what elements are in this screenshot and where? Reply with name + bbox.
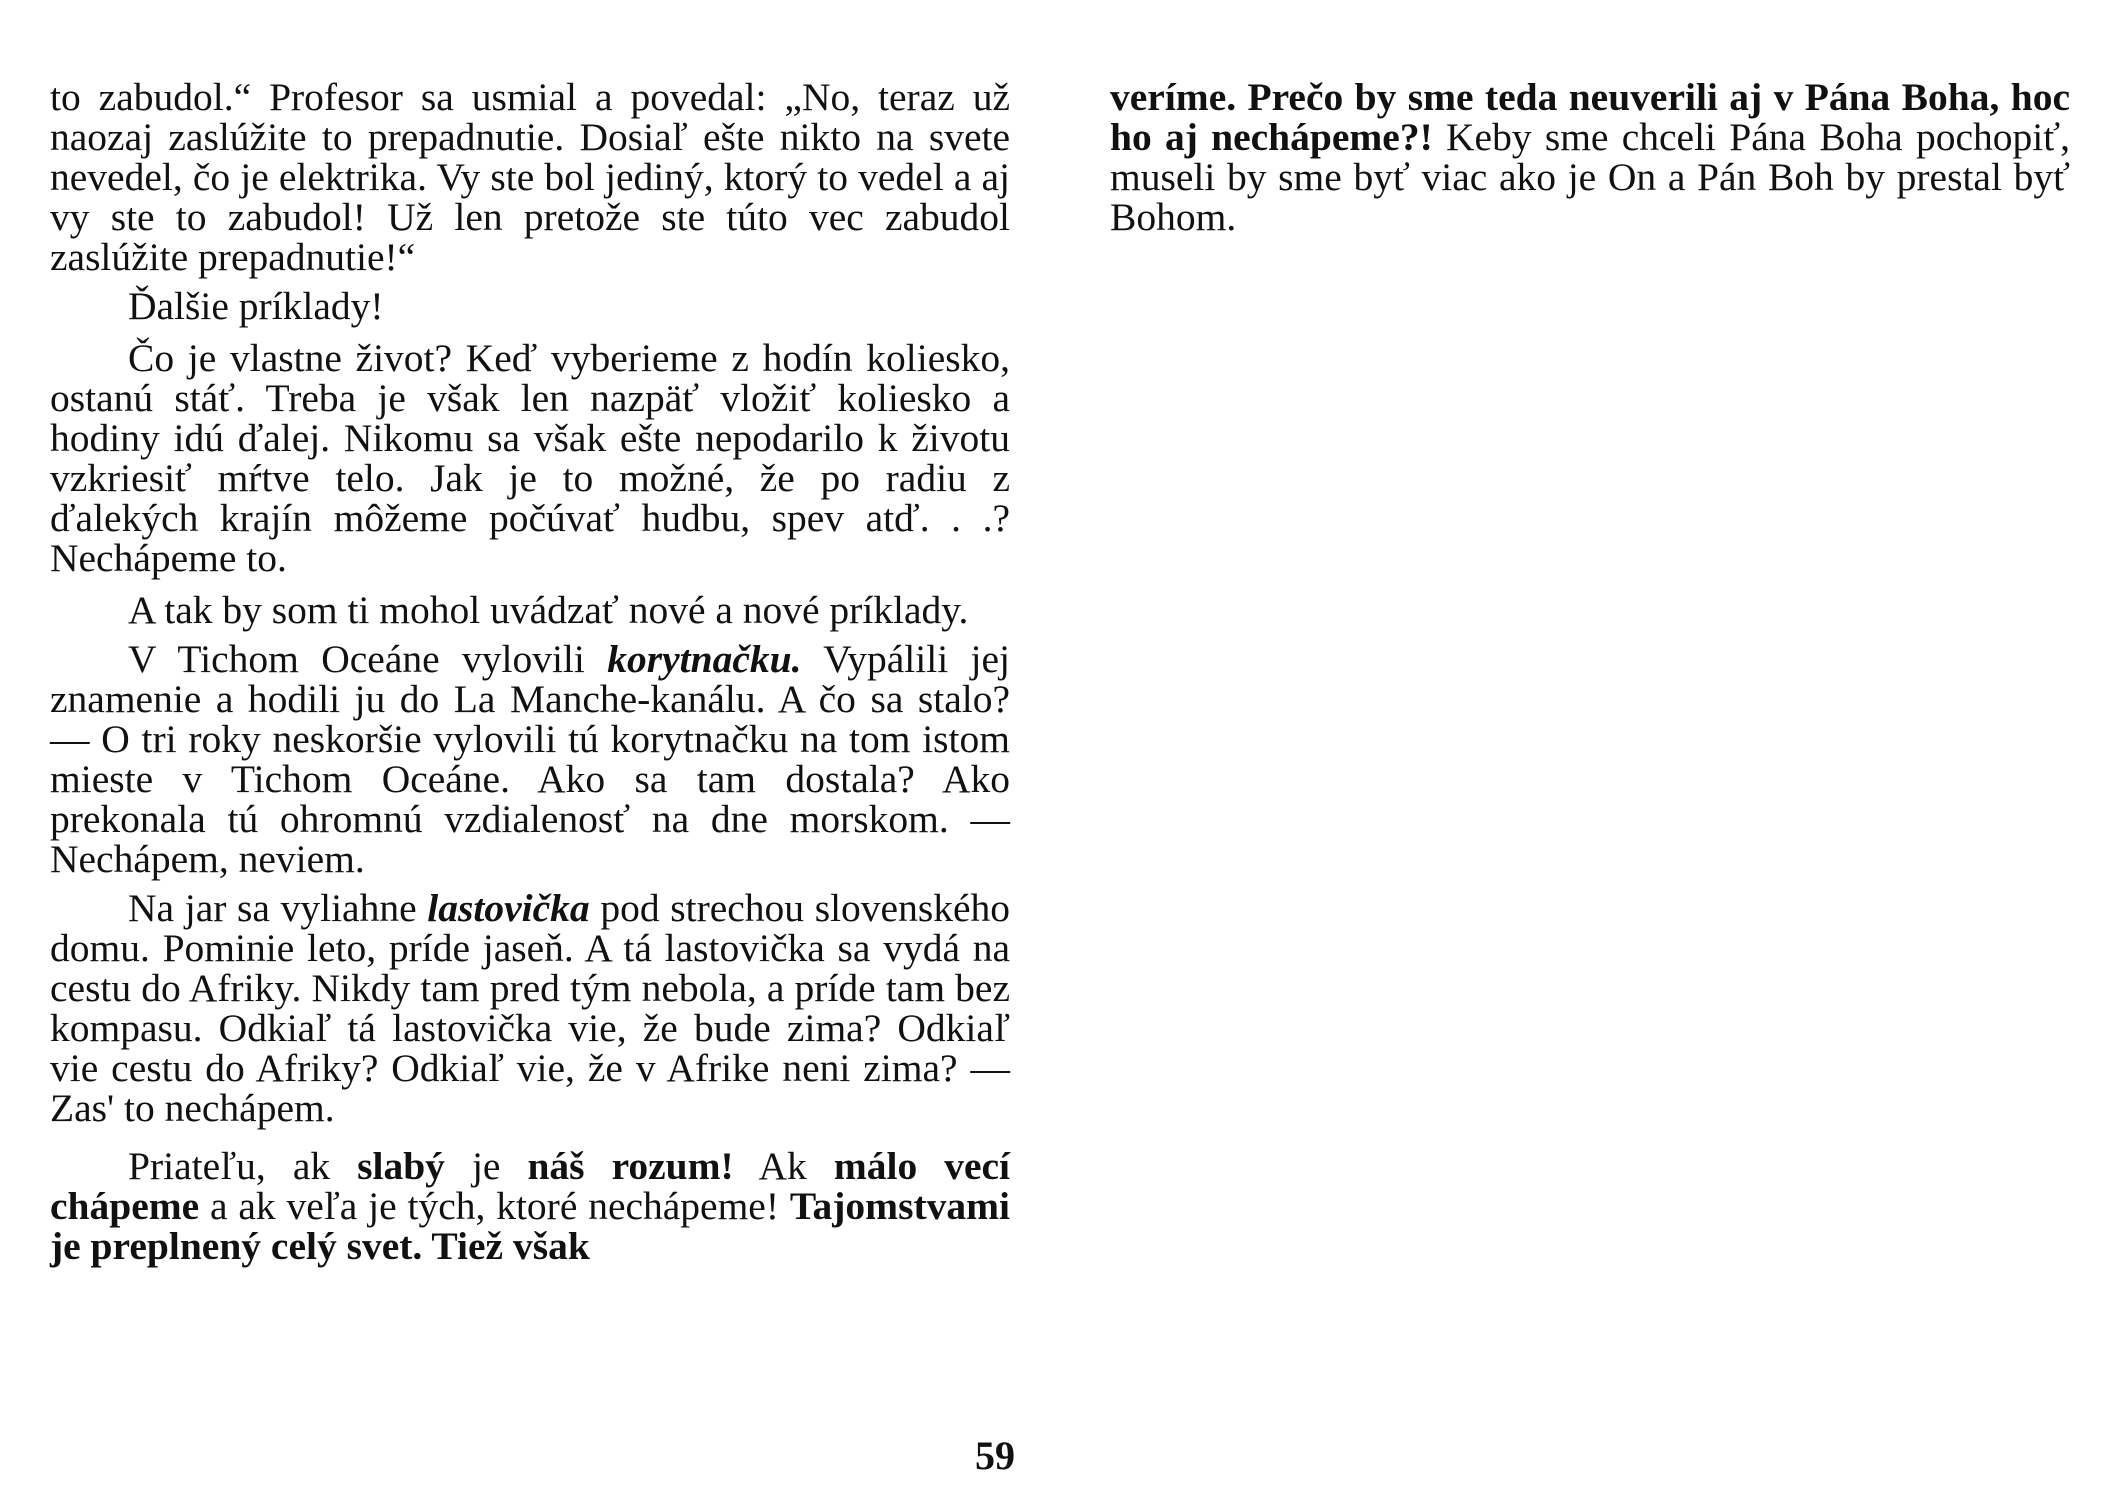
page-number: 59 bbox=[975, 1433, 1015, 1478]
text-span: a ak veľa je tých, ktoré nechápeme! bbox=[199, 1184, 790, 1228]
text-span: pod strechou slovenského domu. Pominie leto, príde jaseň. A tá lastovička sa vydá na cestu do Afriky. Nikdy tam pred tým nebola, a príde tam bez kompasu. Odkiaľ tá lastovička vie, že bude zima? Odkiaľ vie cestu do Afriky? Odkiaľ vie, že v Afrike neni zima? — Zas' to nechápem. bbox=[50, 886, 1010, 1130]
emphasis-turtle: korytnačku. bbox=[607, 637, 802, 681]
bold-text: náš rozum! bbox=[527, 1144, 734, 1188]
left-text-column bbox=[50, 77, 1010, 1266]
paragraph-friend bbox=[50, 1146, 1010, 1266]
paragraph-continuation: to zabudol.“ Profesor sa usmial a povedal: „No, teraz už naozaj zaslúžite to prepadnutie. Dosiaľ ešte nikto na svete nevedel, čo je elektrika. Vy ste bol jediný, ktorý to vedel a aj vy ste to zabudol! Už len pretože ste túto vec zabudol zaslúžite prepadnutie!“ bbox=[50, 75, 1010, 279]
right-text-column bbox=[1110, 77, 2070, 237]
bold-text: slabý bbox=[357, 1144, 445, 1188]
paragraph-life: Čo je vlastne život? Keď vyberieme z hodín koliesko, ostanú stáť. Treba je však len nazpäť vložiť koliesko a hodiny idú ďalej. Nikomu sa však ešte nepodarilo k životu vzkriesiť mŕtve telo. Jak je to možné, že po radiu z ďalekých krajín môžeme počúvať hudbu, spev atď. . .? Nechápeme to. bbox=[50, 336, 1010, 580]
text-span: Keby sme chceli Pána Boha pochopiť, museli by sme byť viac ako je On a Pán Boh by prestal byť Bohom. bbox=[1110, 115, 2070, 239]
emphasis-swallow: lastovička bbox=[427, 886, 590, 930]
bold-text: veríme. Prečo by sme teda neuverili aj v Pána Boha, hoc ho aj nechápeme?! bbox=[1110, 75, 2070, 159]
text-span: Priateľu, ak bbox=[128, 1144, 358, 1188]
text-span: Ak bbox=[733, 1144, 834, 1188]
paragraph-new-examples: A tak by som ti mohol uvádzať nové a nové príklady. bbox=[128, 588, 969, 632]
text-span: je bbox=[444, 1144, 528, 1188]
text-span: Vypálili jej znamenie a hodili ju do La Manche-kanálu. A čo sa stalo? — O tri roky neskoršie vylovili tú korytnačku na tom istom mieste v Tichom Oceáne. Ako sa tam dostala? Ako prekonala tú ohromnú vzdialenosť na dne morskom. — Nechápem, neviem. bbox=[50, 637, 1010, 881]
paragraph-believe bbox=[1110, 77, 2070, 237]
bold-text: málo vecí chápeme bbox=[50, 1144, 1011, 1228]
text-span: V Tichom Oceáne vylovili bbox=[128, 637, 608, 681]
text-span: Na jar sa vyliahne bbox=[128, 886, 428, 930]
bold-text: Tajomstvami je preplnený celý svet. Tiež však bbox=[50, 1184, 1010, 1268]
paragraph-turtle bbox=[50, 639, 1010, 879]
paragraph-swallow bbox=[50, 888, 1010, 1128]
paragraph-more-examples: Ďalšie príklady! bbox=[128, 284, 384, 328]
